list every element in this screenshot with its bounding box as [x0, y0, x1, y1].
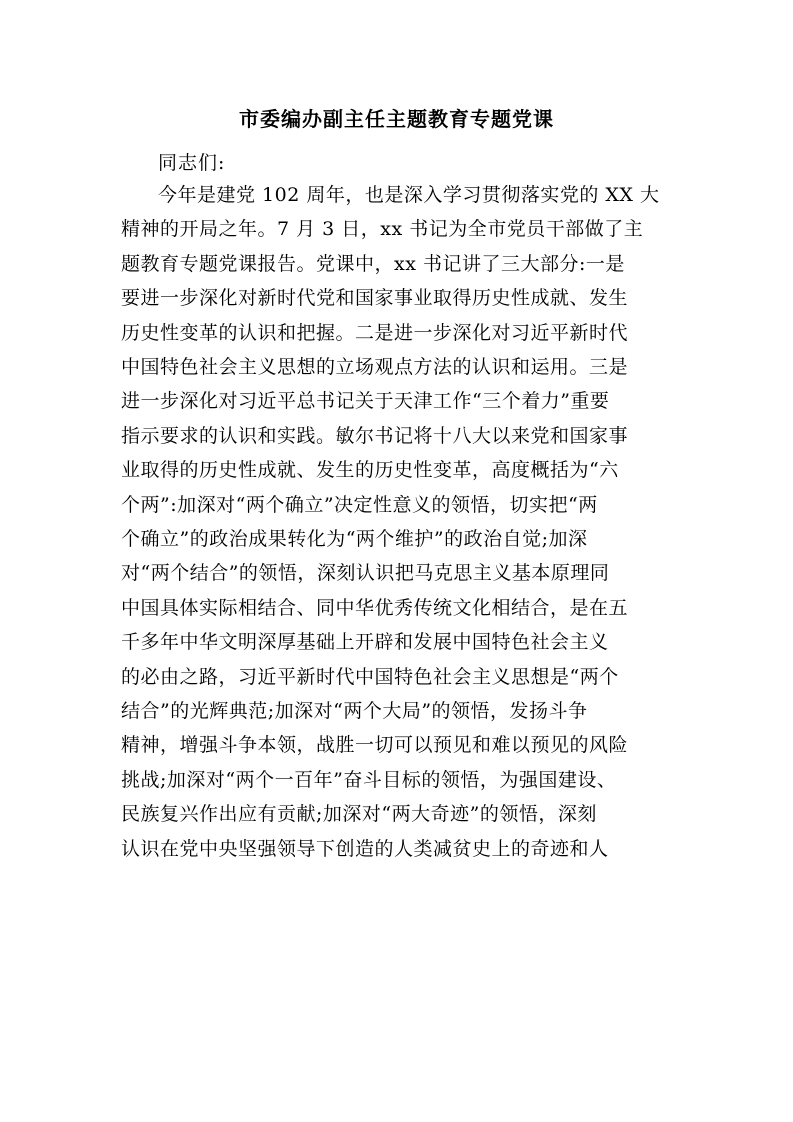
body-line: 个两”:加深对“两个确立”决定性意义的领悟，切实把“两 [121, 493, 598, 516]
body-line: 今年是建党 102 周年，也是深入学习贯彻落实党的 XX 大 [158, 184, 660, 206]
body-line: 历史性变革的认识和把握。二是进一步深化对习近平新时代 [121, 321, 629, 344]
body-line: 个确立”的政治成果转化为“两个维护”的政治自觉;加深 [121, 528, 588, 550]
body-line: 中国特色社会主义思想的立场观点方法的认识和运用。三是 [121, 356, 629, 378]
body-line: 精神，增强斗争本领，战胜一切可以预见和难以预见的风险 [121, 734, 629, 757]
body-line: 的必由之路，习近平新时代中国特色社会主义思想是“两个 [121, 665, 619, 688]
body-line: 结合”的光辉典范;加深对“两个大局”的领悟，发扬斗争 [121, 700, 588, 722]
body-line: 中国具体实际相结合、同中华优秀传统文化相结合，是在五 [121, 596, 629, 619]
body-line: 千多年中华文明深厚基础上开辟和发展中国特色社会主义 [121, 631, 609, 654]
body-line: 民族复兴作出应有贡献;加深对“两大奇迹”的领悟，深刻 [121, 803, 597, 826]
body-line: 题教育专题党课报告。党课中，xx 书记讲了三大部分:一是 [121, 252, 625, 275]
body-line: 指示要求的认识和实践。敏尔书记将十八大以来党和国家事 [121, 424, 629, 447]
body-line: 精神的开局之年。7 月 3 日，xx 书记为全市党员干部做了主 [121, 218, 644, 241]
document-title: 市委编办副主任主题教育专题党课 [239, 107, 554, 131]
body-line: 挑战;加深对“两个一百年”奋斗目标的领悟，为强国建设、 [121, 768, 617, 791]
body-line: 对“两个结合”的领悟，深刻认识把马克思主义基本原理同 [121, 562, 610, 585]
salutation: 同志们: [158, 152, 226, 174]
body-line: 要进一步深化对新时代党和国家事业取得历史性成就、发生 [121, 287, 629, 310]
body-line: 认识在党中央坚强领导下创造的人类减贫史上的奇迹和人 [121, 837, 609, 860]
body-line: 业取得的历史性成就、发生的历史性变革，高度概括为“六 [121, 459, 619, 482]
body-line: 进一步深化对习近平总书记关于天津工作“三个着力”重要 [121, 390, 610, 413]
